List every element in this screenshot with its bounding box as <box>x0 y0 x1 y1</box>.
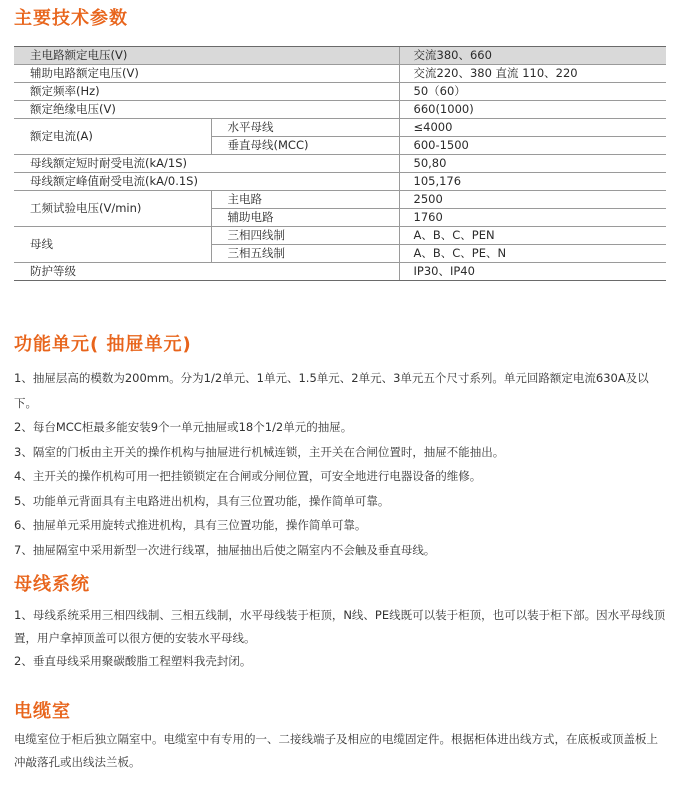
spec-label: 额定电流(A) <box>14 119 211 155</box>
table-row <box>14 263 666 281</box>
table-row <box>14 83 666 101</box>
table-header-row <box>14 47 666 65</box>
table-row <box>14 65 666 83</box>
spec-sublabel: 主电路 <box>211 191 399 209</box>
spec-label: 主电路额定电压(V) <box>14 47 399 65</box>
list-item: 1、母线系统采用三相四线制、三相五线制，水平母线装于柜顶，N线、PE线既可以装于柜顶，也可以装于柜下部。因水平母线顶置，用户拿掉顶盖可以很方便的安装水平母线。 <box>14 608 666 645</box>
spec-label: 母线额定峰值耐受电流(kA/0.1S) <box>14 173 399 191</box>
table-row <box>14 191 666 209</box>
spec-sublabel: 垂直母线(MCC) <box>211 137 399 155</box>
table-row <box>14 155 666 173</box>
specs-table <box>14 46 666 281</box>
spec-value: 600-1500 <box>399 137 666 155</box>
functional-unit-heading: 功能单元( 抽屉单元) <box>14 334 192 355</box>
cable-room-heading: 电缆室 <box>14 701 71 722</box>
spec-value: A、B、C、PEN <box>399 227 666 245</box>
spec-value: 交流220、380 直流 110、220 <box>399 65 666 83</box>
spec-label: 工频试验电压(V/min) <box>14 191 211 227</box>
spec-value: 50（60） <box>399 83 666 101</box>
list-item: 3、隔室的门板由主开关的操作机构与抽屉进行机械连锁，主开关在合闸位置时，抽屉不能抽出。 <box>14 444 505 459</box>
spec-sublabel: 三相四线制 <box>211 227 399 245</box>
spec-label: 辅助电路额定电压(V) <box>14 65 399 83</box>
spec-value: A、B、C、PE、N <box>399 245 666 263</box>
table-row <box>14 227 666 245</box>
spec-label: 额定绝缘电压(V) <box>14 101 399 119</box>
functional-unit-list <box>14 366 669 562</box>
spec-value: 2500 <box>399 191 666 209</box>
spec-sublabel: 三相五线制 <box>211 245 399 263</box>
table-row <box>14 173 666 191</box>
list-item: 2、垂直母线采用聚碳酸脂工程塑料我壳封闭。 <box>14 654 252 668</box>
spec-sublabel: 水平母线 <box>211 119 399 137</box>
spec-value: IP30、IP40 <box>399 263 666 281</box>
cable-room-text: 电缆室位于柜后独立隔室中。电缆室中有专用的一、二接线端子及相应的电缆固定件。根据柜体进出线方式，在底板或顶盖板上冲敲落孔或出线法兰板。 <box>14 732 658 769</box>
spec-value: ≤4000 <box>399 119 666 137</box>
busbar-list <box>14 604 669 673</box>
spec-value: 交流380、660 <box>399 47 666 65</box>
spec-label: 防护等级 <box>14 263 399 281</box>
spec-label: 母线额定短时耐受电流(kA/1S) <box>14 155 399 173</box>
list-item: 1、抽屉层高的模数为200mm。分为1/2单元、1单元、1.5单元、2单元、3单元五个尺寸系列。单元回路额定电流630A及以下。 <box>14 371 649 410</box>
spec-value: 1760 <box>399 209 666 227</box>
spec-label: 额定频率(Hz) <box>14 83 399 101</box>
spec-value: 50,80 <box>399 155 666 173</box>
list-item: 5、功能单元背面具有主电路进出机构，具有三位置功能，操作简单可靠。 <box>14 493 390 508</box>
list-item: 7、抽屉隔室中采用新型一次进行线罩，抽屉抽出后使之隔室内不会触及垂直母线。 <box>14 542 436 557</box>
list-item: 4、主开关的操作机构可用一把挂锁锁定在合闸或分闸位置，可安全地进行电器设备的维修。 <box>14 469 482 483</box>
table-row <box>14 119 666 137</box>
list-item: 6、抽屉单元采用旋转式推进机构，具有三位置功能，操作简单可靠。 <box>14 518 367 532</box>
list-item: 2、每台MCC柜最多能安装9个一单元抽屉或18个1/2单元的抽屉。 <box>14 420 353 434</box>
spec-value: 660(1000) <box>399 101 666 119</box>
spec-value: 105,176 <box>399 173 666 191</box>
table-row <box>14 101 666 119</box>
specs-heading: 主要技术参数 <box>14 8 128 29</box>
busbar-heading: 母线系统 <box>14 574 90 595</box>
spec-sublabel: 辅助电路 <box>211 209 399 227</box>
spec-label: 母线 <box>14 227 211 263</box>
